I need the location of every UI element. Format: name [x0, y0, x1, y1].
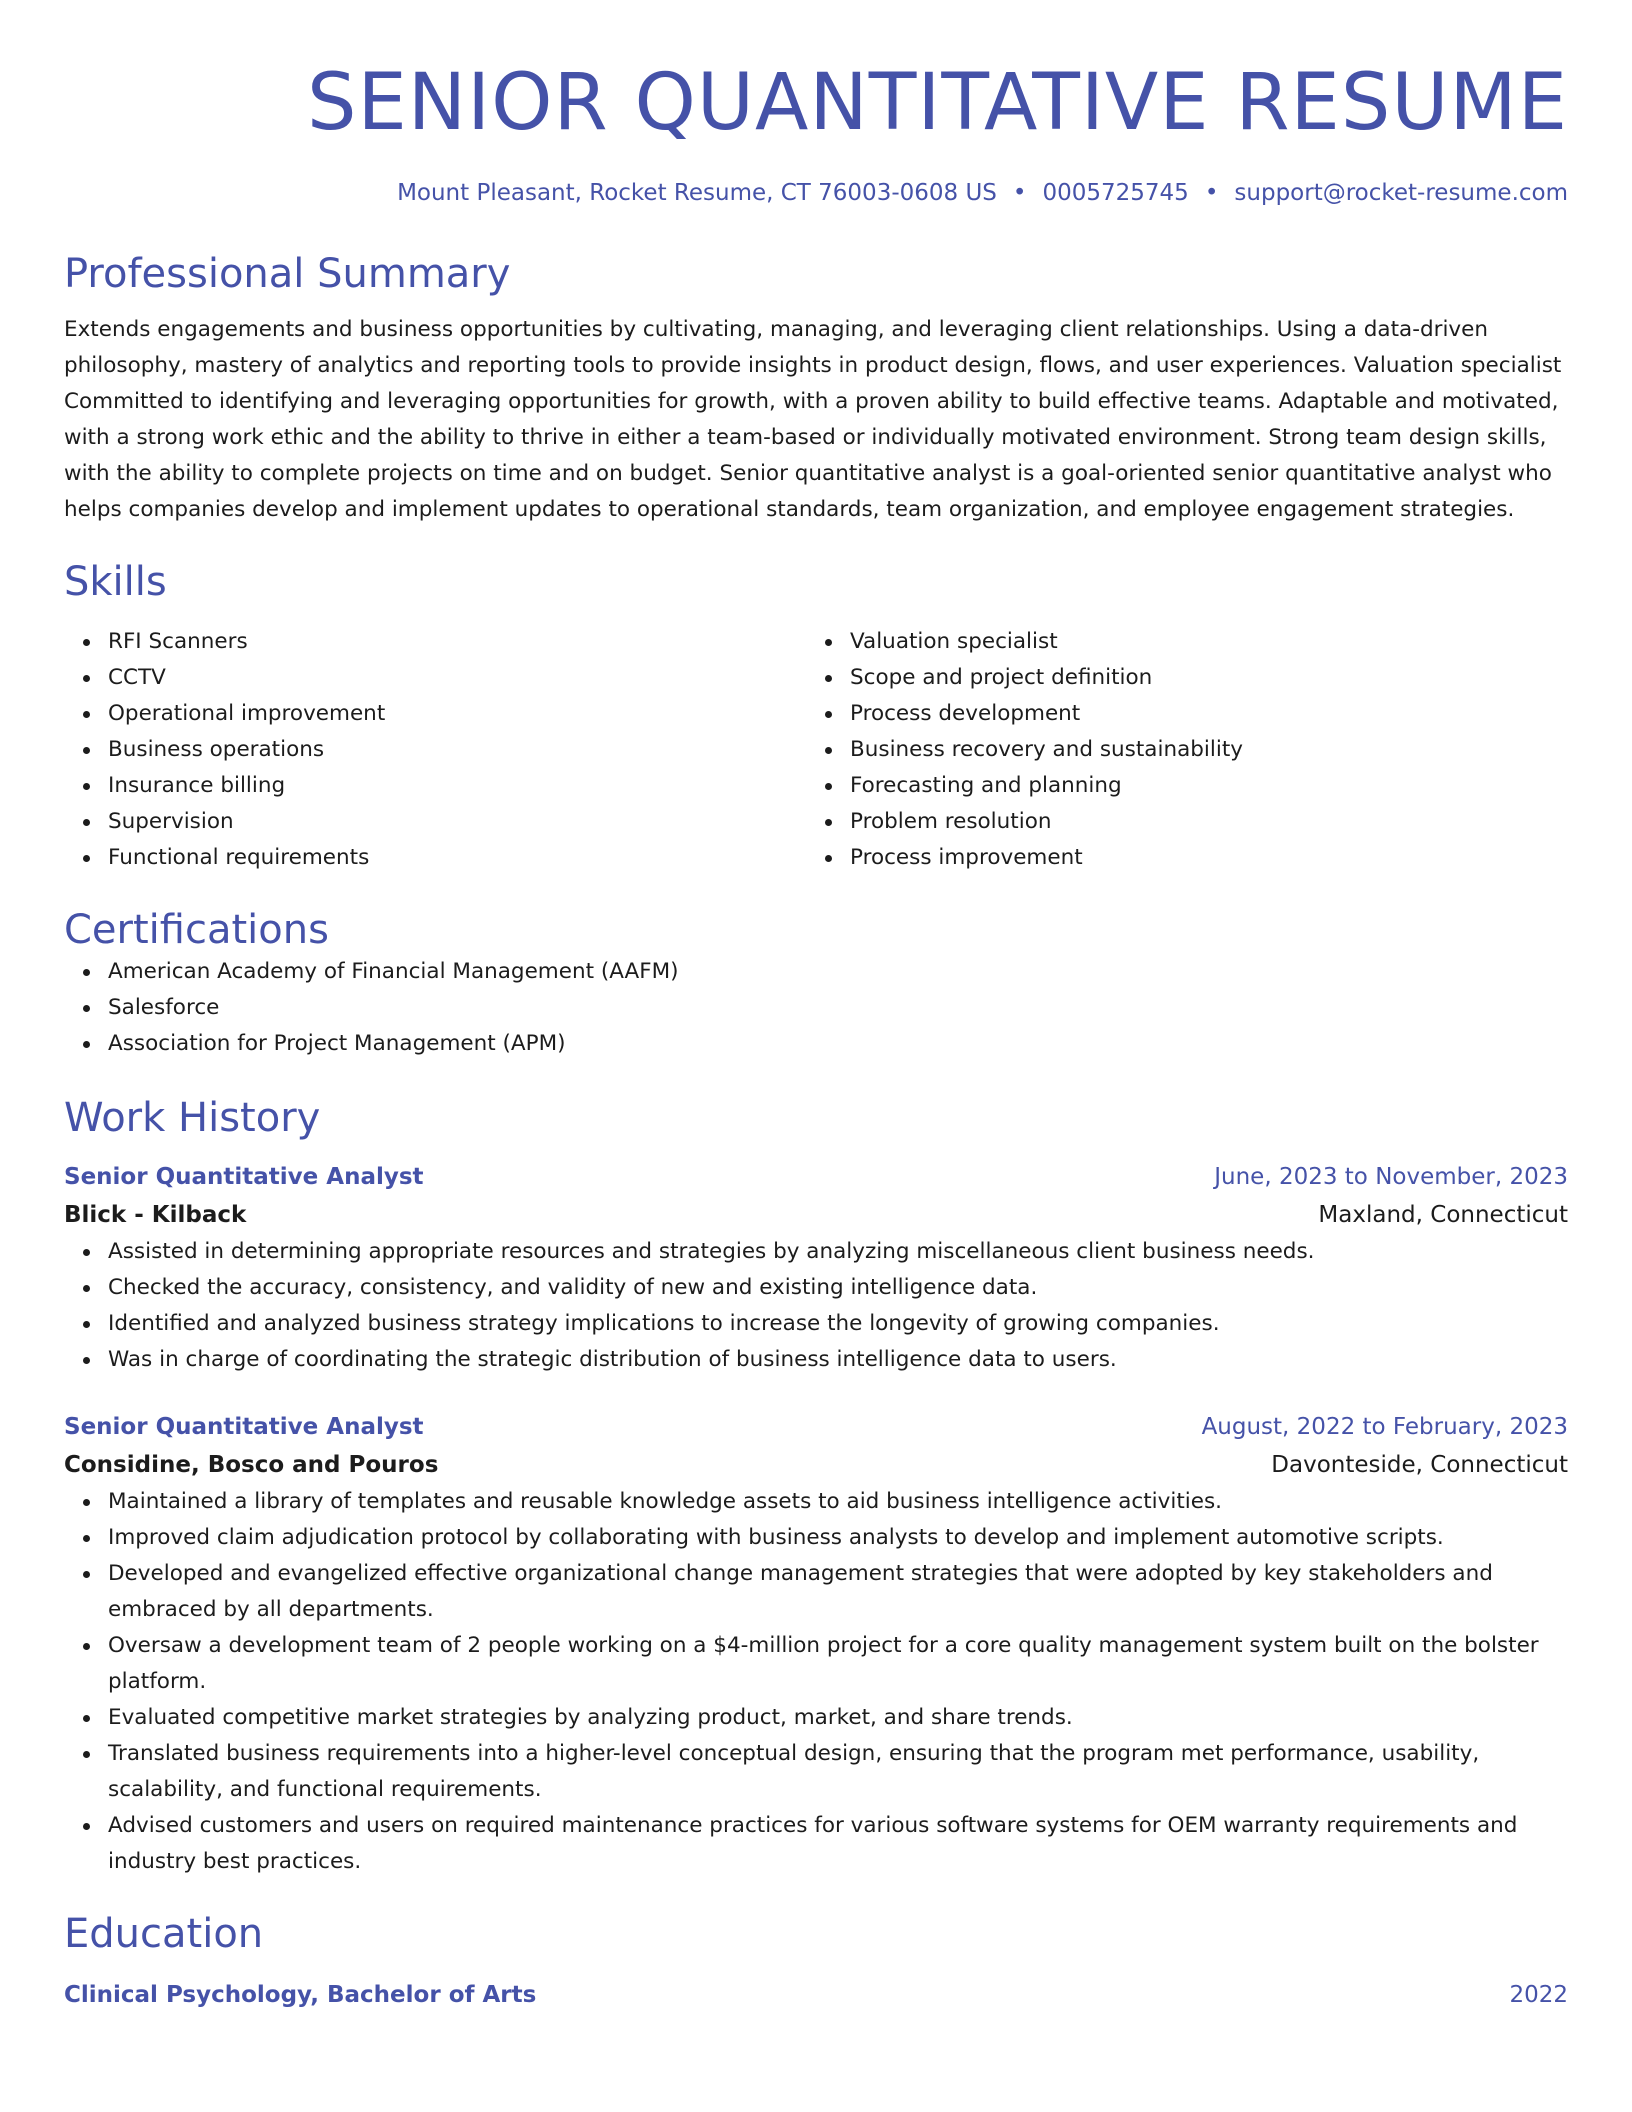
- skills-column-left: [64, 624, 806, 876]
- job-location: Maxland, Connecticut: [1318, 1202, 1568, 1228]
- skills-grid: [64, 624, 1568, 876]
- job-bullet: Translated business requirements into a higher-level conceptual design, ensuring that the program met performance, usability, scalability, and functional requirements.: [108, 1736, 1568, 1808]
- certification-item: Salesforce: [108, 990, 1568, 1026]
- skill-item: Business recovery and sustainability: [850, 732, 1548, 768]
- resume-title: SENIOR QUANTITATIVE RESUME: [306, 58, 1568, 148]
- contact-line: [64, 178, 1568, 208]
- job-bullet: Maintained a library of templates and reusable knowledge assets to aid business intelligence activities.: [108, 1484, 1568, 1520]
- job-bullet: Evaluated competitive market strategies by analyzing product, market, and share trends.: [108, 1700, 1568, 1736]
- job-bullets: [64, 1484, 1568, 1880]
- skill-item: Problem resolution: [850, 804, 1548, 840]
- skill-item: Process development: [850, 696, 1548, 732]
- skill-item: Process improvement: [850, 840, 1548, 876]
- skill-item: RFI Scanners: [108, 624, 806, 660]
- skill-item: Insurance billing: [108, 768, 806, 804]
- education-year: 2022: [1509, 1982, 1568, 2008]
- job-bullet: Improved claim adjudication protocol by collaborating with business analysts to develop and implement automotive scripts.: [108, 1520, 1568, 1556]
- contact-separator: •: [1012, 180, 1027, 206]
- job-company: Blick - Kilback: [64, 1202, 247, 1228]
- job-entry: [64, 1158, 1568, 1378]
- job-title: Senior Quantitative Analyst: [64, 1414, 424, 1440]
- job-header-row: [64, 1408, 1568, 1446]
- certifications-heading: Certifications: [64, 907, 329, 953]
- job-company-row: [64, 1446, 1568, 1484]
- work-history-heading: Work History: [64, 1095, 321, 1141]
- job-bullets: [64, 1234, 1568, 1378]
- job-title: Senior Quantitative Analyst: [64, 1164, 424, 1190]
- job-bullet: Checked the accuracy, consistency, and validity of new and existing intelligence data.: [108, 1270, 1568, 1306]
- education-heading: Education: [64, 1911, 264, 1957]
- contact-separator: •: [1204, 180, 1219, 206]
- skill-item: Forecasting and planning: [850, 768, 1548, 804]
- skill-item: Scope and project definition: [850, 660, 1548, 696]
- certification-item: Association for Project Management (APM): [108, 1026, 1568, 1062]
- skill-item: Business operations: [108, 732, 806, 768]
- job-bullet: Assisted in determining appropriate resources and strategies by analyzing miscellaneous client business needs.: [108, 1234, 1568, 1270]
- skill-item: CCTV: [108, 660, 806, 696]
- certifications-list: [64, 954, 1568, 1062]
- summary-text: Extends engagements and business opportunities by cultivating, managing, and leveraging client relationships. Using a data-driven philosophy, mastery of analytics and reporting tools to provide insights in product design, flows, and user experiences. Valuation specialist Committed to identifying and leveraging opportunities for growth, with a proven ability to build effective teams. Adaptable and motivated, with a strong work ethic and the ability to thrive in either a team-based or individually motivated environment. Strong team design skills, with the ability to complete projects on time and on budget. Senior quantitative analyst is a goal-oriented senior quantitative analyst who helps companies develop and implement updates to operational standards, team organization, and employee engagement strategies.: [64, 317, 1562, 522]
- summary-heading: Professional Summary: [64, 251, 511, 297]
- job-company: Considine, Bosco and Pouros: [64, 1452, 439, 1478]
- contact-email[interactable]: support@rocket-resume.com: [1234, 180, 1568, 206]
- job-dates: June, 2023 to November, 2023: [1214, 1164, 1568, 1190]
- skills-column-right: [806, 624, 1548, 876]
- contact-address: Mount Pleasant, Rocket Resume, CT 76003-0608 US: [397, 180, 997, 206]
- education-degree: Clinical Psychology, Bachelor of Arts: [64, 1982, 537, 2008]
- job-header-row: [64, 1158, 1568, 1196]
- job-bullet: Oversaw a development team of 2 people working on a $4-million project for a core quality management system built on the bolster platform.: [108, 1628, 1568, 1700]
- job-bullet: Developed and evangelized effective organizational change management strategies that were adopted by key stakeholders and embraced by all departments.: [108, 1556, 1568, 1628]
- education-entry: [64, 1976, 1568, 2014]
- job-entry: [64, 1408, 1568, 1880]
- job-bullet: Advised customers and users on required maintenance practices for various software systems for OEM warranty requirements and industry best practices.: [108, 1808, 1568, 1880]
- job-bullet: Identified and analyzed business strategy implications to increase the longevity of growing companies.: [108, 1306, 1568, 1342]
- skill-item: Supervision: [108, 804, 806, 840]
- skills-heading: Skills: [64, 559, 167, 605]
- skill-item: Operational improvement: [108, 696, 806, 732]
- job-location: Davonteside, Connecticut: [1271, 1452, 1568, 1478]
- skill-item: Functional requirements: [108, 840, 806, 876]
- certification-item: American Academy of Financial Management (AAFM): [108, 954, 1568, 990]
- job-company-row: [64, 1196, 1568, 1234]
- job-dates: August, 2022 to February, 2023: [1201, 1414, 1568, 1440]
- skill-item: Valuation specialist: [850, 624, 1548, 660]
- job-bullet: Was in charge of coordinating the strategic distribution of business intelligence data to users.: [108, 1342, 1568, 1378]
- contact-phone: 0005725745: [1042, 180, 1189, 206]
